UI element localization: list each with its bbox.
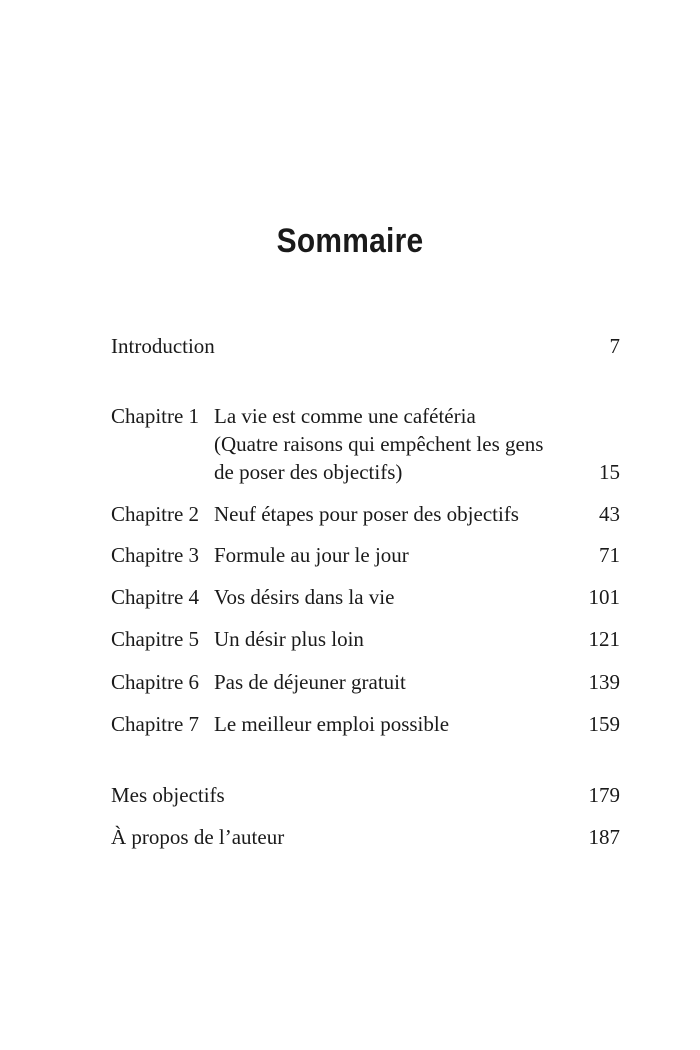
chapter-title-line-1: La vie est comme une cafétéria [214,404,476,428]
toc-entry-chapter-6 [111,668,620,696]
toc-entry-chapter-4 [111,583,620,611]
chapter-number: Chapitre 2 [111,502,200,526]
chapter-title: Neuf étapes pour poser des objectifs [214,502,519,526]
toc-entry-chapter-5 [111,625,620,653]
chapter-title: Le meilleur emploi possible [214,712,450,736]
chapter-number: Chapitre 5 [111,627,200,651]
toc-page-number: 187 [588,825,620,849]
chapter-title: Formule au jour le jour [214,543,409,567]
toc-entry-introduction [111,332,620,360]
chapter-title: Pas de déjeuner gratuit [214,670,406,694]
toc-entry-label: À propos de l’auteur [111,825,285,849]
chapter-number: Chapitre 7 [111,712,200,736]
toc-page-number: 159 [588,712,620,736]
toc-entry-a-propos [111,823,620,851]
toc-entry-chapter-7 [111,710,620,738]
toc-entry-mes-objectifs [111,781,620,809]
toc-page-number: 7 [609,334,620,358]
chapter-title-line-3: de poser des objectifs) [214,460,403,484]
chapter-title-line-2: (Quatre raisons qui empêchent les gens [214,432,544,456]
toc-page-number: 179 [588,783,620,807]
toc-page-number: 71 [599,543,620,567]
toc-entry-label: Introduction [111,334,215,358]
toc-page-number: 101 [588,585,620,609]
toc-page-number: 139 [588,670,620,694]
toc-entry-label: Mes objectifs [111,783,225,807]
chapter-number: Chapitre 1 [111,404,200,428]
chapter-title: Un désir plus loin [214,627,364,651]
chapter-title: Vos désirs dans la vie [214,585,395,609]
page-title: Sommaire [276,222,424,260]
toc-entry-chapter-3 [111,541,620,569]
toc-entry-chapter-2 [111,500,620,528]
toc-page-number: 121 [588,627,620,651]
toc-entry-chapter-1-line-3 [111,458,620,486]
chapter-number: Chapitre 4 [111,585,200,609]
chapter-number: Chapitre 6 [111,670,200,694]
toc-page-number: 43 [599,502,620,526]
toc-page-number: 15 [599,460,620,484]
toc-entry-chapter-1-line-2 [111,430,620,458]
chapter-number: Chapitre 3 [111,543,200,567]
toc-entry-chapter-1 [111,402,620,430]
